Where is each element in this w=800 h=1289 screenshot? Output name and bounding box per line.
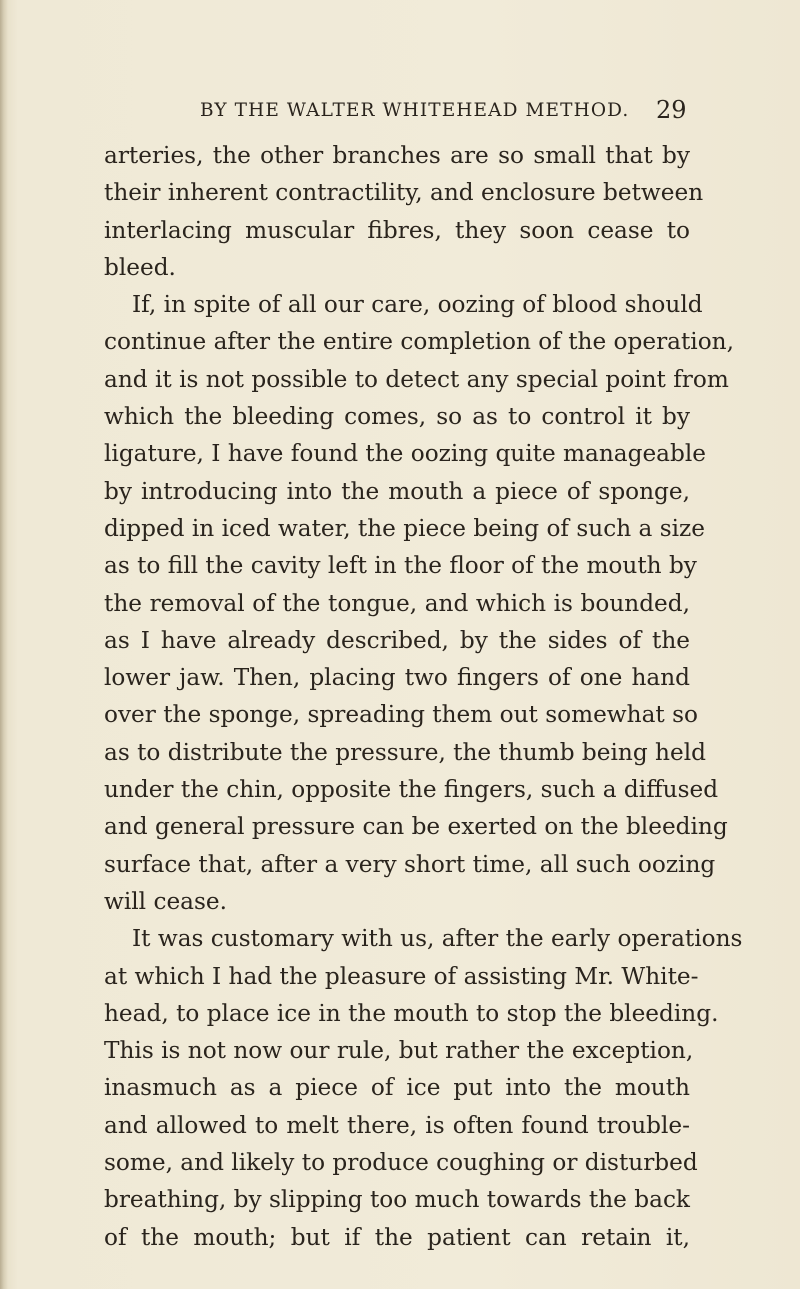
page-binding-edge bbox=[0, 0, 8, 1289]
text-line: and it is not possible to detect any special point from bbox=[104, 365, 729, 393]
text-line: head, to place ice in the mouth to stop the bleeding. bbox=[104, 999, 719, 1027]
page-header bbox=[0, 94, 800, 130]
text-line: as to distribute the pressure, the thumb being held bbox=[104, 738, 706, 766]
text-line: dipped in iced water, the piece being of such a size bbox=[104, 514, 705, 542]
text-line: by introducing into the mouth a piece of sponge, bbox=[104, 477, 690, 505]
text-line: lower jaw. Then, placing two fingers of one hand bbox=[104, 664, 690, 692]
body-text bbox=[104, 137, 743, 1256]
paragraph-start-line: It was customary with us, after the early operations bbox=[132, 925, 743, 953]
text-line: some, and likely to produce coughing or disturbed bbox=[104, 1149, 698, 1177]
page-number: 29 bbox=[656, 96, 687, 124]
text-line: interlacing muscular fibres, they soon cease to bbox=[104, 216, 690, 244]
text-line: surface that, after a very short time, all such oozing bbox=[104, 850, 716, 878]
text-line: inasmuch as a piece of ice put into the mouth bbox=[104, 1074, 690, 1102]
text-line: at which I had the pleasure of assisting Mr. White- bbox=[104, 962, 699, 990]
text-line: as to fill the cavity left in the floor of the mouth by bbox=[104, 552, 697, 580]
text-line: as I have already described, by the sides of the bbox=[104, 626, 690, 654]
text-line: over the sponge, spreading them out somewhat so bbox=[104, 701, 698, 729]
text-line: bleed. bbox=[104, 253, 176, 281]
running-head: BY THE WALTER WHITEHEAD METHOD. bbox=[200, 100, 630, 121]
text-line: of the mouth; but if the patient can retain it, bbox=[104, 1223, 690, 1251]
text-line: continue after the entire completion of the operation, bbox=[104, 328, 734, 356]
text-line: which the bleeding comes, so as to control it by bbox=[104, 403, 690, 431]
text-line: their inherent contractility, and enclosure between bbox=[104, 179, 704, 207]
paragraph-start-line: If, in spite of all our care, oozing of blood should bbox=[132, 291, 703, 319]
text-line: under the chin, opposite the fingers, such a diffused bbox=[104, 776, 719, 804]
text-line: will cease. bbox=[104, 887, 227, 915]
text-line: and allowed to melt there, is often found trouble- bbox=[104, 1111, 690, 1139]
text-line: ligature, I have found the oozing quite manageable bbox=[104, 440, 706, 468]
text-line: the removal of the tongue, and which is bounded, bbox=[104, 589, 690, 617]
text-line: arteries, the other branches are so small that by bbox=[104, 142, 690, 169]
text-line: and general pressure can be exerted on the bleeding bbox=[104, 813, 728, 841]
text-line: breathing, by slipping too much towards the back bbox=[104, 1186, 690, 1214]
text-line: This is not now our rule, but rather the exception, bbox=[104, 1037, 694, 1065]
